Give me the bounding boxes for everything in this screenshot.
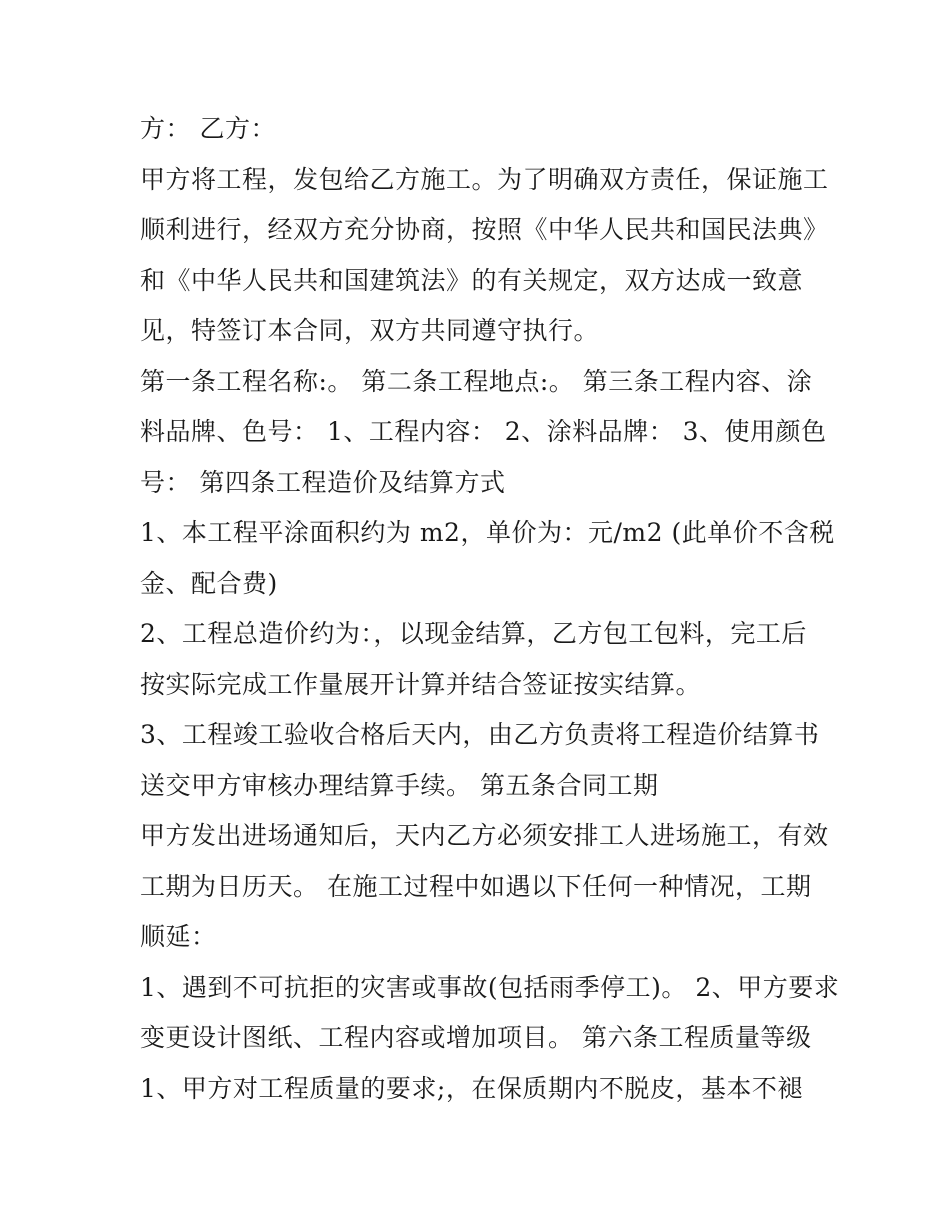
text-line: 3、工程竣工验收合格后天内，由乙方负责将工程造价结算书	[140, 720, 820, 749]
text-line: 和《中华人民共和国建筑法》的有关规定，双方达成一致意	[140, 265, 804, 295]
contract-body-text	[140, 104, 840, 1114]
text-line: 顺利进行，经双方充分协商，按照《中华人民共和国民法典》	[140, 215, 829, 244]
text-line: 甲方发出进场通知后，天内乙方必须安排工人进场施工，有效	[140, 821, 829, 850]
text-line: 2、工程总造价约为：，以现金结算，乙方包工包料，完工后	[140, 619, 807, 648]
text-line: 第一条工程名称:。 第二条工程地点:。 第三条工程内容、涂	[140, 366, 813, 396]
text-line: 见，特签订本合同，双方共同遵守执行。	[140, 316, 600, 345]
text-line: 金、配合费)	[140, 568, 278, 598]
text-line: 料品牌、色号： 1、工程内容： 2、涂料品牌： 3、使用颜色	[140, 417, 827, 446]
text-line: 号： 第四条工程造价及结算方式	[140, 467, 506, 497]
text-line: 工期为日历天。 在施工过程中如遇以下任何一种情况，工期	[140, 871, 812, 901]
text-line: 甲方将工程，发包给乙方施工。为了明确双方责任，保证施工	[140, 164, 829, 194]
text-line: 变更设计图纸、工程内容或增加项目。 第六条工程质量等级	[140, 1023, 812, 1052]
text-line: 送交甲方审核办理结算手续。 第五条合同工期	[140, 770, 659, 800]
text-line: 1、遇到不可抗拒的灾害或事故(包括雨季停工)。 2、甲方要求	[140, 972, 840, 1002]
text-line: 方： 乙方：	[140, 114, 276, 143]
text-line: 按实际完成工作量展开计算并结合签证按实结算。	[140, 669, 702, 699]
text-line: 顺延：	[140, 922, 217, 951]
text-line: 1、甲方对工程质量的要求;，在保质期内不脱皮，基本不褪	[140, 1073, 803, 1103]
text-line: 1、本工程平涂面积约为 m2，单价为：元/m2 (此单价不含税	[140, 518, 835, 547]
